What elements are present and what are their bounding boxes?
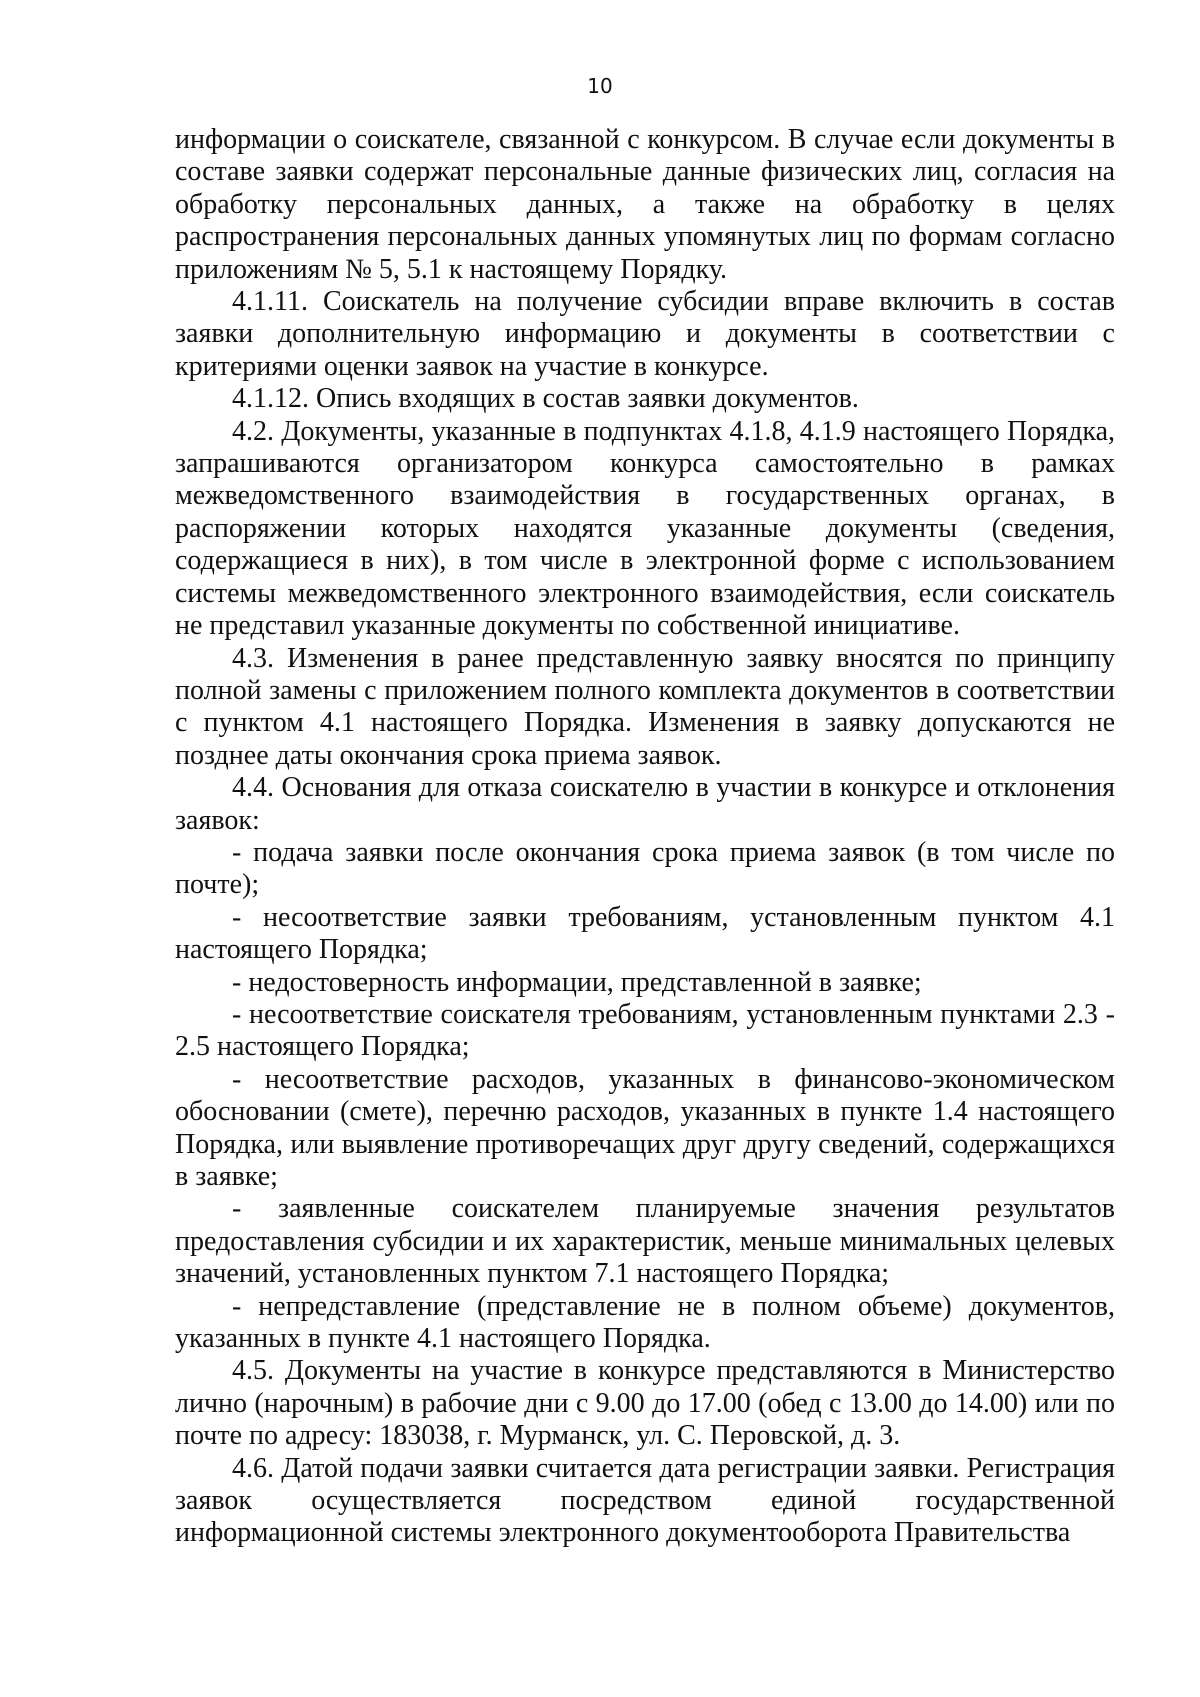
page-number: 10 (587, 74, 613, 98)
paragraph-4-3: 4.3. Изменения в ранее представленную заявку вносятся по принципу полной замены с приложением полного комплекта документов в соответствии с пунктом 4.1 настоящего Порядка. Изменения в заявку допускаются не позднее даты окончания срока приема заявок. (175, 642, 1115, 771)
list-item: - недостоверность информации, представленной в заявке; (232, 966, 922, 998)
list-item: - несоответствие заявки требованиям, установленным пунктом 4.1 настоящего Порядка; (175, 901, 1115, 966)
paragraph-4-6: 4.6. Датой подачи заявки считается дата регистрации заявки. Регистрация заявок осуществляется посредством единой государственной информационной системы электронного документооборота Правительства (175, 1452, 1115, 1549)
list-item: - несоответствие расходов, указанных в финансово-экономическом обосновании (смете), перечню расходов, указанных в пункте 1.4 настоящего Порядка, или выявление противоречащих друг другу сведений, содержащихся в заявке; (175, 1063, 1115, 1192)
paragraph-4-1-12: 4.1.12. Опись входящих в состав заявки документов. (232, 383, 859, 415)
paragraph-4-5: 4.5. Документы на участие в конкурсе представляются в Министерство лично (нарочным) в рабочие дни с 9.00 до 17.00 (обед с 13.00 до 14.00) или по почте по адресу: 183038, г. Мурманск, ул. С. Перовской, д. 3. (175, 1355, 1115, 1452)
paragraph-4-4: 4.4. Основания для отказа соискателю в участии в конкурсе и отклонения заявок: (175, 772, 1115, 836)
paragraph-4-2: 4.2. Документы, указанные в подпунктах 4.1.8, 4.1.9 настоящего Порядка, запрашиваются организатором конкурса самостоятельно в рамках межведомственного взаимодействия в государственных органах, в распоряжении которых находятся указанные документы (сведения, содержащиеся в них), в том числе в электронной форме с использованием системы межведомственного электронного взаимодействия, если соискатель не представил указанные документы по собственной инициативе. (175, 415, 1115, 642)
paragraph-4-1-11: 4.1.11. Соискатель на получение субсидии вправе включить в состав заявки дополнительную информацию и документы в соответствии с критериями оценки заявок на участие в конкурсе. (175, 286, 1115, 382)
list-item: - заявленные соискателем планируемые значения результатов предоставления субсидии и их характеристик, меньше минимальных целевых значений, установленных пунктом 7.1 настоящего Порядка; (175, 1193, 1115, 1290)
list-item: - непредставление (представление не в полном объеме) документов, указанных в пункте 4.1 настоящего Порядка. (175, 1290, 1115, 1355)
list-item: - несоответствие соискателя требованиям, установленным пунктами 2.3 - 2.5 настоящего Порядка; (175, 998, 1115, 1063)
list-item: - подача заявки после окончания срока приема заявок (в том числе по почте); (175, 836, 1115, 901)
body-text (175, 124, 1115, 1550)
paragraph-continuation: информации о соискателе, связанной с конкурсом. В случае если документы в составе заявки содержат персональные данные физических лиц, согласия на обработку персональных данных, а также на обработку в целях распространения персональных данных упомянутых лиц по формам согласно приложениям № 5, 5.1 к настоящему Порядку. (175, 124, 1115, 285)
